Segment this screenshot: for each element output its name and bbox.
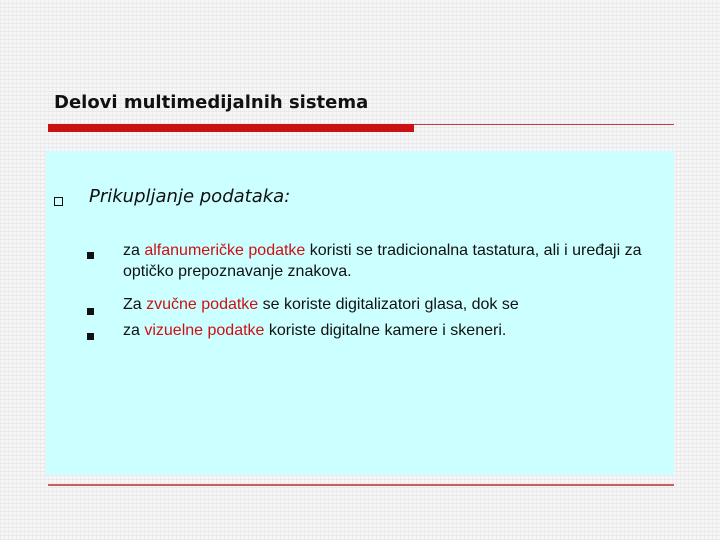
- section-heading: [89, 186, 290, 207]
- item-prefix: za: [123, 322, 145, 339]
- item-suffix: se koriste digitalizatori glasa, dok se: [258, 296, 519, 313]
- section-heading-colon: :: [284, 186, 291, 207]
- section-heading-text: Prikupljanje podataka: [89, 186, 285, 207]
- title-accent-bar: [48, 124, 414, 132]
- item-highlight: alfanumeričke podatke: [144, 242, 306, 259]
- filled-square-icon: [87, 252, 94, 259]
- item-highlight: zvučne podatke: [146, 296, 259, 313]
- item-suffix: koriste digitalne kamere i skeneri.: [264, 322, 507, 339]
- hollow-square-icon: [54, 197, 63, 206]
- item-prefix: za: [123, 242, 145, 259]
- slide-title: Delovi multimedijalnih sistema: [54, 92, 369, 113]
- list-item-alphanumeric: [123, 240, 671, 282]
- filled-square-icon: [87, 308, 94, 315]
- list-item-visual: [123, 320, 671, 341]
- footer-divider: [48, 484, 674, 486]
- item-highlight: vizuelne podatke: [144, 322, 265, 339]
- list-item-audio: [123, 294, 671, 315]
- item-prefix: Za: [123, 296, 147, 313]
- item-suffix: koristi se tradicionalna tastatura, ali i uređaji za optičko prepoznavanje znakova.: [123, 242, 642, 280]
- filled-square-icon: [87, 333, 94, 340]
